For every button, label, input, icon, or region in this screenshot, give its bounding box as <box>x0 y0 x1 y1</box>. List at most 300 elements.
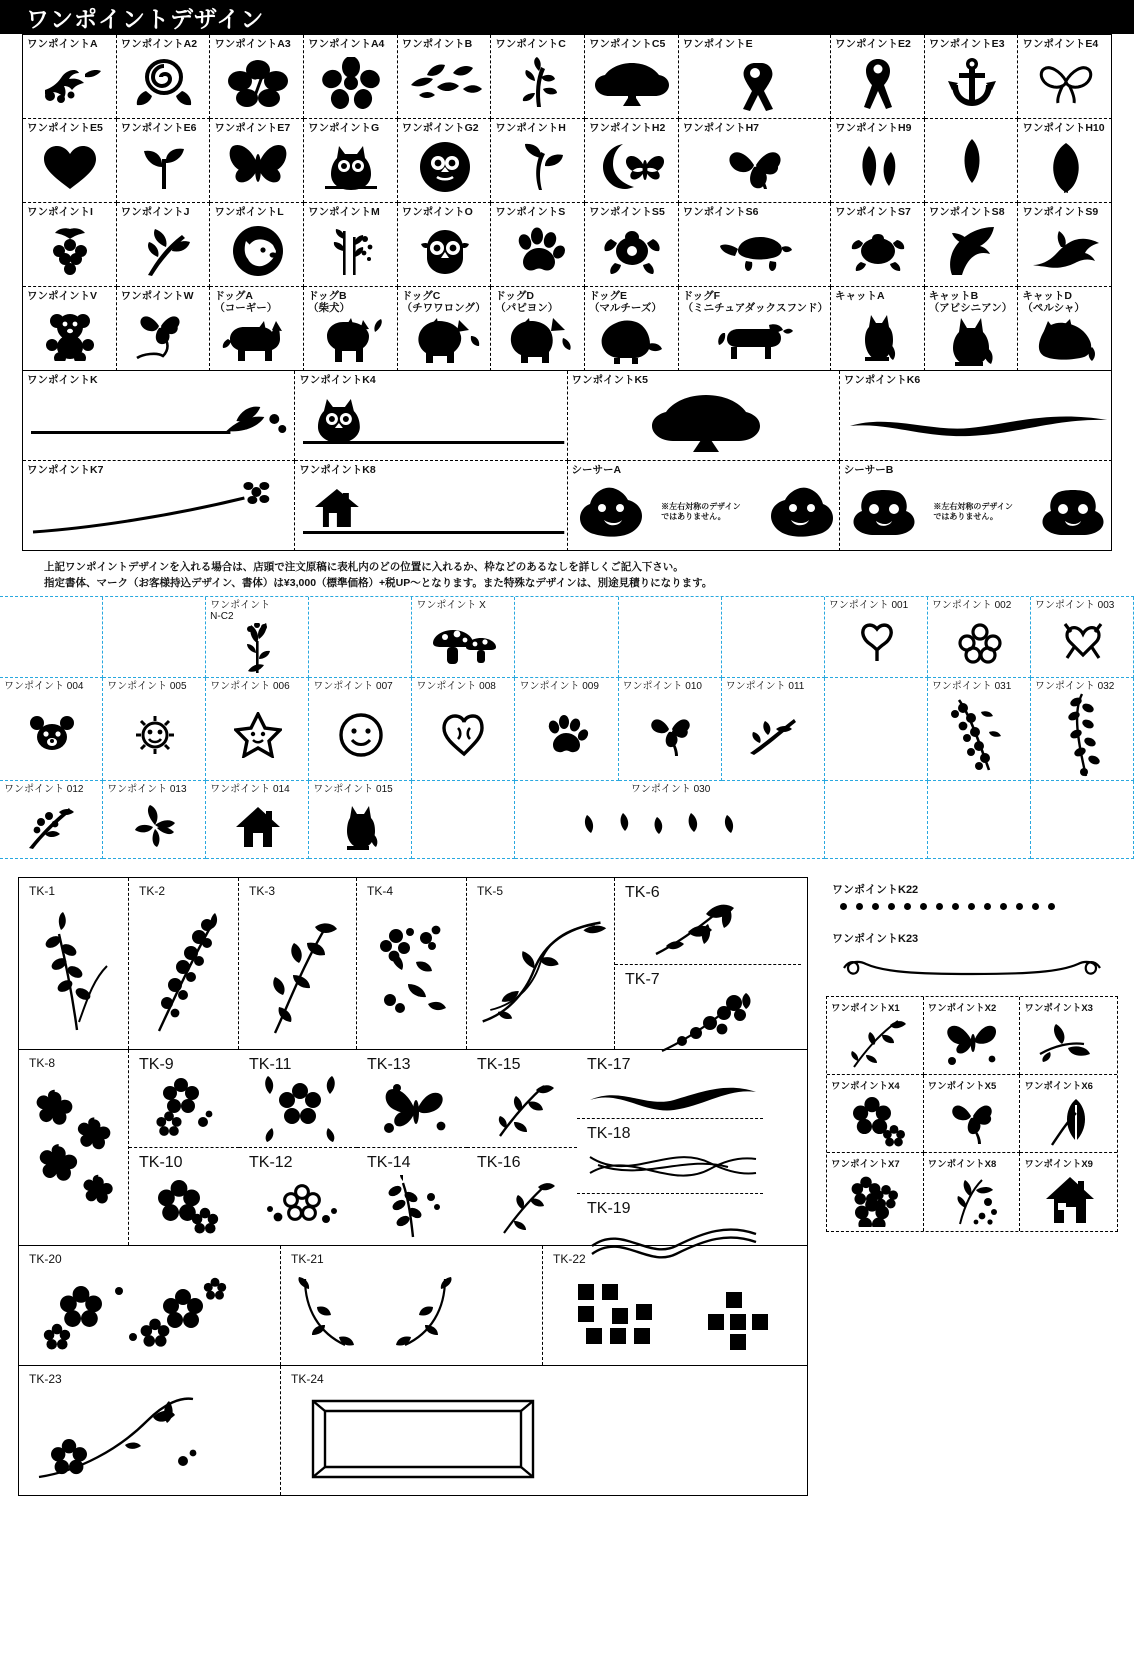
tk-cell[interactable] <box>467 878 615 1049</box>
design-cell[interactable] <box>924 997 1021 1075</box>
tk-cell[interactable] <box>19 1246 281 1365</box>
leaf-pair-icon <box>495 134 582 200</box>
design-label: ワンポイント 001 <box>828 599 909 611</box>
design-cell[interactable] <box>206 678 309 782</box>
k23-label: ワンポイントK23 <box>832 933 919 946</box>
smiley-face-icon <box>313 692 409 778</box>
tk-label: TK-14 <box>367 1154 411 1172</box>
design-cell[interactable] <box>206 597 309 678</box>
design-cell[interactable] <box>398 119 492 203</box>
design-cell[interactable] <box>1020 1075 1117 1153</box>
design-cell[interactable] <box>23 461 295 551</box>
tk24-icon <box>291 1386 803 1491</box>
design-cell[interactable] <box>23 287 117 371</box>
maltese-icon <box>589 314 676 368</box>
design-label: ワンポイントX8 <box>927 1159 997 1171</box>
x4-icon <box>831 1092 921 1150</box>
tk-cell-stack <box>615 878 801 1049</box>
design-label: ワンポイント 008 <box>416 680 496 692</box>
empty-icon <box>4 600 100 675</box>
design-cell[interactable] <box>925 119 1019 203</box>
cat-abyssinian-icon <box>929 314 1016 368</box>
design-sublabel: （パピヨン） <box>495 302 559 315</box>
design-cell[interactable] <box>924 1075 1021 1153</box>
tk-label: TK-6 <box>625 884 660 902</box>
tk-cell[interactable] <box>615 964 801 1061</box>
sea-turtle-side-icon <box>683 218 828 284</box>
clover-swirl-icon <box>121 302 208 368</box>
tk3-icon <box>249 898 352 1045</box>
lavender-icon <box>210 623 306 675</box>
design-cell[interactable] <box>412 678 515 782</box>
design-cell[interactable] <box>117 119 211 203</box>
tk-cell[interactable] <box>19 878 129 1049</box>
tk6-icon <box>625 902 797 960</box>
design-label: ドッグB <box>307 290 347 302</box>
corgi-icon <box>214 314 301 368</box>
design-cell[interactable] <box>0 781 103 859</box>
moon-butterfly-icon <box>589 134 676 200</box>
empty-icon <box>1035 784 1131 856</box>
design-label: ワンポイントE7 <box>214 122 291 134</box>
design-cell[interactable] <box>295 461 567 551</box>
tree-large-icon <box>572 386 837 458</box>
chihuahua-icon <box>402 314 489 368</box>
design-cell[interactable] <box>1018 203 1112 287</box>
design-cell[interactable] <box>210 287 304 371</box>
design-label: ワンポイントV <box>27 290 98 302</box>
design-cell[interactable] <box>295 371 567 461</box>
tk-label: TK-16 <box>477 1154 521 1172</box>
design-cell[interactable] <box>924 1153 1021 1231</box>
design-label: ワンポイントS8 <box>928 206 1005 218</box>
design-label: ドッグE <box>588 290 628 302</box>
leaf-sprig-icon <box>726 692 822 778</box>
design-cell[interactable] <box>0 678 103 782</box>
design-label: ワンポイントA3 <box>214 38 291 50</box>
tk-cell[interactable] <box>615 878 801 964</box>
design-cell[interactable] <box>679 35 831 119</box>
empty-icon <box>829 784 925 856</box>
design-cell[interactable] <box>679 119 831 203</box>
mushrooms-icon <box>416 611 512 675</box>
design-cell[interactable] <box>210 35 304 119</box>
sea-turtle-icon <box>589 218 676 284</box>
empty-icon <box>416 784 512 856</box>
sun-face-icon <box>107 692 203 778</box>
sprout-icon <box>121 134 208 200</box>
design-sublabel: （ペルシャ） <box>1022 302 1085 315</box>
design-cell[interactable] <box>1031 597 1134 678</box>
dachshund-icon <box>683 314 828 368</box>
design-cell[interactable] <box>206 781 309 859</box>
empty-icon <box>726 600 822 675</box>
design-cell[interactable] <box>491 35 585 119</box>
design-cell[interactable] <box>103 678 206 782</box>
design-label: ワンポイント 015 <box>313 784 393 796</box>
tk-cell[interactable] <box>239 1147 357 1245</box>
design-label: ワンポイントA4 <box>307 38 385 50</box>
design-cell[interactable] <box>619 678 722 782</box>
tk-label: TK-15 <box>477 1056 521 1074</box>
five-petal-flower-icon <box>308 50 395 116</box>
paw-print-icon <box>495 218 582 284</box>
tk-cell-stack <box>467 1050 577 1245</box>
design-label: ワンポイントS <box>495 206 566 218</box>
empty-icon <box>519 600 615 675</box>
tk11-icon <box>249 1074 353 1143</box>
tk-cell-stack <box>577 1050 763 1245</box>
tk20-icon <box>29 1266 276 1361</box>
design-cell[interactable] <box>1020 1153 1117 1231</box>
tk-cell[interactable] <box>467 1147 577 1245</box>
design-sublabel: N-C2 <box>210 611 234 623</box>
design-label: ワンポイントX4 <box>831 1081 900 1093</box>
house-small-icon <box>210 796 306 857</box>
papillon-icon <box>495 314 582 368</box>
design-cell[interactable] <box>117 35 211 119</box>
design-cell[interactable] <box>398 203 492 287</box>
tk-cell[interactable] <box>239 1050 357 1147</box>
tropical-leaf-icon <box>1022 134 1109 200</box>
awareness-ribbon-icon <box>835 50 922 116</box>
leaf-cluster-icon <box>107 796 203 857</box>
tk10-icon <box>139 1172 235 1241</box>
design-cell[interactable] <box>831 203 925 287</box>
design-cell[interactable] <box>679 287 831 371</box>
design-label: ワンポイント 012 <box>4 784 84 796</box>
design-label: ワンポイントE <box>682 38 753 50</box>
clover-outline-icon <box>623 692 719 778</box>
empty-icon <box>932 784 1028 856</box>
design-cell[interactable] <box>831 287 925 371</box>
design-label: ワンポイントK5 <box>571 374 648 386</box>
tk-label: TK-7 <box>625 971 660 989</box>
tk-cell[interactable] <box>357 1050 467 1147</box>
design-cell[interactable] <box>23 35 117 119</box>
design-cell[interactable] <box>117 287 211 371</box>
tk5-icon <box>477 898 610 1045</box>
onepoint-grid-a <box>22 34 1112 371</box>
design-label: ワンポイントK6 <box>843 374 921 386</box>
design-cell[interactable] <box>585 35 679 119</box>
tk-label: TK-18 <box>587 1125 631 1143</box>
design-label: ワンポイントK8 <box>299 464 376 476</box>
design-cell[interactable] <box>304 119 398 203</box>
design-label: シーサーB <box>843 464 894 476</box>
design-label: ワンポイントH9 <box>835 122 912 134</box>
empty-icon <box>623 600 719 675</box>
note-line-2: 指定書体、マーク（お客様持込デザイン、書体）は¥3,000（標準価格）+税UP～となります。また特殊なデザインは、別途見積りになります。 <box>44 577 713 590</box>
design-cell[interactable] <box>398 35 492 119</box>
design-cell[interactable] <box>210 203 304 287</box>
tree-icon <box>589 50 676 116</box>
tk-cell[interactable] <box>543 1246 807 1365</box>
design-sublabel: （アビシニアン） <box>928 302 1013 315</box>
design-cell[interactable] <box>1031 781 1134 859</box>
design-cell[interactable] <box>928 781 1031 859</box>
tk-cell[interactable] <box>129 1147 239 1245</box>
design-label: ワンポイントS9 <box>1022 206 1099 218</box>
design-cell[interactable] <box>925 203 1019 287</box>
design-cell[interactable] <box>722 597 825 678</box>
bow-ribbon-icon <box>1022 50 1109 116</box>
design-cell[interactable] <box>568 461 840 551</box>
tk-label: TK-4 <box>367 884 394 899</box>
design-label: ワンポイント 004 <box>4 680 84 692</box>
tk-label: TK-24 <box>291 1372 324 1387</box>
design-label: ワンポイント 010 <box>622 680 702 692</box>
design-label: ワンポイントS6 <box>682 206 759 218</box>
x1-icon <box>831 1014 921 1072</box>
design-label: シーサーA <box>571 464 622 476</box>
design-cell[interactable] <box>825 597 928 678</box>
flower-outline-icon <box>932 611 1028 675</box>
design-label: ワンポイントS7 <box>835 206 911 218</box>
design-cell[interactable] <box>585 287 679 371</box>
tk-label: TK-22 <box>553 1252 586 1267</box>
branch-leaves-icon <box>121 218 208 284</box>
x-design-grid <box>826 996 1118 1232</box>
petals-row-icon <box>519 796 821 857</box>
design-label: ワンポイント 031 <box>931 680 1012 692</box>
design-label: ドッグF <box>682 290 721 302</box>
tk12-icon <box>249 1172 353 1241</box>
design-cell[interactable] <box>491 287 585 371</box>
design-cell[interactable] <box>309 781 412 859</box>
onepoint-grid-b-row3 <box>0 781 1134 859</box>
design-cell[interactable] <box>0 597 103 678</box>
tk-label: TK-23 <box>29 1372 62 1387</box>
design-label: ワンポイントA2 <box>120 38 198 50</box>
tk-cell[interactable] <box>577 1050 763 1118</box>
two-leaves-icon <box>835 134 922 200</box>
tk17-icon <box>587 1074 759 1114</box>
tk-cell[interactable] <box>239 878 357 1049</box>
design-cell[interactable] <box>117 203 211 287</box>
k22-block[interactable] <box>826 877 1118 916</box>
tk-cell[interactable] <box>129 878 239 1049</box>
design-cell[interactable] <box>928 597 1031 678</box>
design-cell[interactable] <box>679 203 831 287</box>
design-label: ワンポイントC5 <box>588 38 666 50</box>
tk-cell[interactable] <box>357 878 467 1049</box>
design-cell[interactable] <box>825 781 928 859</box>
design-cell[interactable] <box>398 287 492 371</box>
tk9-icon <box>139 1074 235 1143</box>
tk-cell[interactable] <box>19 1366 281 1495</box>
berry-sprig-icon <box>4 796 100 857</box>
onepoint-grid-b-row1 <box>0 596 1134 678</box>
design-label: ドッグC <box>401 290 441 302</box>
dolphin-jump-icon <box>929 218 1016 284</box>
empty-icon <box>313 600 409 675</box>
design-cell[interactable] <box>722 678 825 782</box>
design-label: ワンポイント 006 <box>210 680 290 692</box>
tk-cell[interactable] <box>129 1050 239 1147</box>
tk-cell-stack <box>357 1050 467 1245</box>
page-title: ワンポイントデザイン <box>0 0 1134 34</box>
berry-branch-icon <box>27 50 114 116</box>
design-label: ワンポイント <box>210 599 271 611</box>
tk-label: TK-20 <box>29 1252 62 1267</box>
design-cell[interactable] <box>619 597 722 678</box>
design-label: ワンポイントM <box>307 206 380 218</box>
design-sublabel: （コーギー） <box>214 302 278 315</box>
note-line-1: 上記ワンポイントデザインを入れる場合は、店頭で注文原稿に表札内のどの位置に入れるか、枠などのあるなしを詳しくご記入下さい。 <box>44 561 684 573</box>
design-label: ワンポイントA <box>27 38 98 50</box>
right-column <box>826 877 1118 1232</box>
tk-label: TK-10 <box>139 1154 183 1172</box>
design-cell[interactable] <box>309 597 412 678</box>
design-label: ワンポイントE5 <box>27 122 103 134</box>
tk-label: TK-8 <box>29 1056 56 1071</box>
owl-front-icon <box>402 218 489 284</box>
design-cell[interactable] <box>1020 997 1117 1075</box>
design-cell[interactable] <box>304 35 398 119</box>
tk-cell[interactable] <box>19 1050 129 1245</box>
design-cell[interactable] <box>840 371 1112 461</box>
tk-cell-stack <box>239 1050 357 1245</box>
design-cell[interactable] <box>412 781 515 859</box>
design-cell[interactable] <box>304 287 398 371</box>
long-vine-icon <box>1035 692 1131 778</box>
design-cell[interactable] <box>827 1075 924 1153</box>
design-label: ワンポイントH2 <box>588 122 666 134</box>
owl-on-branch-icon <box>308 134 395 200</box>
design-cell[interactable] <box>1031 678 1134 782</box>
symmetry-note: ※左右対称のデザイン ではありません。 <box>661 502 741 522</box>
design-label: ワンポイントH <box>495 122 566 134</box>
k22-label: ワンポイントK22 <box>832 884 919 897</box>
tk-left-table <box>18 877 808 1496</box>
design-label: ワンポイントC <box>495 38 566 50</box>
design-label: ワンポイント 002 <box>931 599 1012 611</box>
x2-icon <box>928 1014 1018 1072</box>
tk-label: TK-19 <box>587 1200 631 1218</box>
house-on-line-icon <box>299 476 564 548</box>
design-cell[interactable] <box>825 678 928 782</box>
design-cell[interactable] <box>1018 287 1112 371</box>
x7-icon <box>831 1170 921 1229</box>
order-notes <box>44 559 1134 592</box>
design-cell[interactable] <box>925 35 1019 119</box>
design-cell[interactable] <box>309 678 412 782</box>
olive-branch-icon <box>495 50 582 116</box>
design-label: ワンポイント 007 <box>313 680 393 692</box>
design-cell[interactable] <box>103 597 206 678</box>
tk8-icon <box>29 1070 124 1241</box>
tk-cell[interactable] <box>281 1366 807 1495</box>
tk-cell[interactable] <box>357 1147 467 1245</box>
design-cell[interactable] <box>210 119 304 203</box>
design-cell[interactable] <box>23 371 295 461</box>
vine-flowers-icon <box>932 692 1028 778</box>
design-cell[interactable] <box>568 371 840 461</box>
dog-circle-icon <box>214 218 301 284</box>
tk-label: TK-5 <box>477 884 504 899</box>
design-cell[interactable] <box>23 203 117 287</box>
design-sublabel: （チワワロング） <box>401 302 486 315</box>
brush-stroke-icon <box>844 386 1109 458</box>
swoosh-flower-icon <box>27 476 292 548</box>
turtle-icon <box>835 218 922 284</box>
design-label: ワンポイントH10 <box>1022 122 1105 134</box>
design-cell[interactable] <box>585 119 679 203</box>
design-cell[interactable] <box>515 781 824 859</box>
design-cell[interactable] <box>827 1153 924 1231</box>
grapes-icon <box>27 218 114 284</box>
tk2-icon <box>139 898 234 1045</box>
design-cell[interactable] <box>491 203 585 287</box>
design-cell[interactable] <box>1018 35 1112 119</box>
dolphin-icon <box>1022 218 1109 284</box>
design-cell[interactable] <box>925 287 1019 371</box>
design-label: ワンポイントE2 <box>835 38 911 50</box>
design-cell[interactable] <box>412 597 515 678</box>
design-label: ワンポイントK4 <box>299 374 376 386</box>
design-cell[interactable] <box>103 781 206 859</box>
design-label: ワンポイント 005 <box>107 680 187 692</box>
design-cell[interactable] <box>23 119 117 203</box>
design-label: ドッグA <box>214 290 253 302</box>
design-cell[interactable] <box>840 461 1112 551</box>
design-cell[interactable] <box>304 203 398 287</box>
owl-circle-icon <box>402 134 489 200</box>
design-label: ワンポイント 014 <box>210 784 290 796</box>
x8-icon <box>928 1170 1018 1229</box>
tk-label: TK-21 <box>291 1252 324 1267</box>
tk4-icon <box>367 898 462 1045</box>
design-cell[interactable] <box>515 678 618 782</box>
k23-block[interactable] <box>826 926 1118 988</box>
design-label: ワンポイントG2 <box>401 122 479 134</box>
design-label: ワンポイント 009 <box>519 680 599 692</box>
design-sublabel: （柴犬） <box>307 302 350 315</box>
design-label: ワンポイント 003 <box>1034 599 1115 611</box>
tk-cell[interactable] <box>577 1118 763 1193</box>
design-cell[interactable] <box>491 119 585 203</box>
hibiscus-icon <box>214 50 301 116</box>
symmetry-note: ※左右対称のデザイン ではありません。 <box>933 502 1013 522</box>
design-cell[interactable] <box>515 597 618 678</box>
design-label: ワンポイントX5 <box>927 1081 997 1093</box>
cat-sitting-icon <box>835 302 922 368</box>
tk7-icon <box>625 989 797 1057</box>
tk-cell[interactable] <box>281 1246 543 1365</box>
tk1-icon <box>29 898 124 1045</box>
design-label: ワンポイントJ <box>120 206 190 218</box>
design-cell[interactable] <box>831 119 925 203</box>
design-cell[interactable] <box>928 678 1031 782</box>
shisa-a-icon <box>572 476 837 548</box>
teddy-bear-icon <box>27 302 114 368</box>
design-cell[interactable] <box>831 35 925 119</box>
design-cell[interactable] <box>1018 119 1112 203</box>
design-sublabel: （マルチーズ） <box>588 302 662 315</box>
design-label: ワンポイントL <box>214 206 284 218</box>
design-label: ワンポイントE6 <box>120 122 197 134</box>
tk-cell[interactable] <box>467 1050 577 1147</box>
design-cell[interactable] <box>827 997 924 1075</box>
cat-persian-icon <box>1022 314 1109 368</box>
design-cell[interactable] <box>585 203 679 287</box>
heart-icon <box>27 134 114 200</box>
design-label: ワンポイントX3 <box>1024 1003 1093 1015</box>
tulip-outline-icon <box>829 611 925 675</box>
line-berry-branch-icon <box>27 386 292 458</box>
tk13-icon <box>367 1074 463 1143</box>
